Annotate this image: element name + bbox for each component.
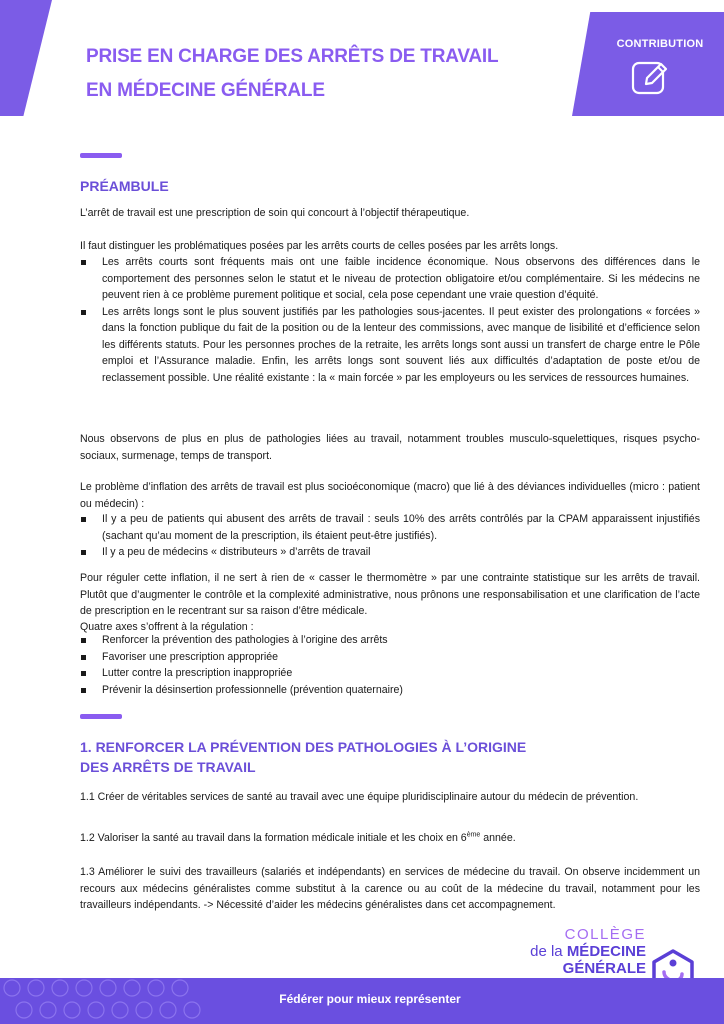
footer-tagline: Fédérer pour mieux représenter: [279, 992, 461, 1006]
section-1-p2-sup: ème: [466, 831, 481, 839]
section-1-p2-text: 1.2 Valoriser la santé au travail dans la formation médicale initiale et les choix en 6: [80, 832, 467, 844]
list-item: Il y a peu de médecins « distributeurs » d’arrêts de travail: [80, 544, 700, 561]
preambule-heading: PRÉAMBULE: [80, 178, 169, 194]
section-1-heading-line-1: 1. RENFORCER LA PRÉVENTION DES PATHOLOGIES À L’ORIGINE: [80, 739, 527, 755]
bullet-list-2: [80, 511, 700, 561]
section-1-p3: 1.3 Améliorer le suivi des travailleurs (salariés et indépendants) en services de médecine du travail. On observe incidemment un recours aux médecins généralistes comme substitut à la carence ou au coût de la médecine du travail, notamment pour les travailleurs indépendants. -> Nécessité d’aider les médecins généralistes dans cet accompagnement.: [80, 866, 700, 911]
bullet-list-3: [80, 632, 700, 698]
preambule-p2: Il faut distinguer les problématiques posées par les arrêts courts de celles posées par les arrêts longs.: [80, 240, 559, 252]
preambule-p5: Pour réguler cette inflation, il ne sert à rien de « casser le thermomètre » par une contrainte statistique sur les arrêts de travail. Plutôt que d’augmenter le contrôle et la complexité administrative, nous prônons une responsabilisation et une clarification de l’acte de prescription en le recentrant sur sa raison d’être médicale.: [80, 572, 700, 617]
college-logo-text: [524, 926, 646, 977]
section-separator: [80, 714, 122, 719]
logo-line-2a: de la: [530, 943, 567, 960]
preambule-p4: Le problème d’inflation des arrêts de travail est plus socioéconomique (macro) que lié à des déviances individuelles (micro : patient ou médecin) :: [80, 481, 700, 510]
logo-line-1: COLLÈGE: [564, 926, 646, 943]
section-1-p1: 1.1 Créer de véritables services de santé au travail avec une équipe pluridisciplinaire autour du médecin de prévention.: [80, 791, 639, 803]
page-title: [86, 40, 498, 108]
section-separator: [80, 153, 122, 158]
contribution-tag: CONTRIBUTION: [616, 38, 704, 50]
list-item: Il y a peu de patients qui abusent des arrêts de travail : seuls 10% des arrêts contrôlés par la CPAM apparaissent injustifiés (sachant qu’au moment de la prescription, ils étaient peut-être justifiés).: [80, 511, 700, 544]
list-item: Renforcer la prévention des pathologies à l’origine des arrêts: [80, 632, 700, 649]
header-left-band: [0, 0, 52, 116]
list-item: Lutter contre la prescription inappropriée: [80, 665, 700, 682]
logo-line-2b: MÉDECINE: [566, 943, 646, 960]
preambule-p6: Quatre axes s’offrent à la régulation :: [80, 621, 254, 633]
list-item: Les arrêts longs sont le plus souvent justifiés par les pathologies sous-jacentes. Il peut exister des prolongations « forcées » dans la fonction publique du fait de la position ou de la lenteur des commissions, avec manque de lisibilité et d’efficience selon les différents statuts. Pour les personnes proches de la retraite, les arrêts longs sont aussi un transfert de charge entre le Pôle emploi et l’Assurance maladie. Enfin, les arrêts longs sont souvent liés aux difficultés d’adaptation de poste et/ou de reclassement possible. Une réalité existante : la « main forcée » par les employeurs ou les services de ressources humaines.: [80, 304, 700, 387]
logo-line-2: [524, 943, 646, 960]
section-1-p2-end: année.: [480, 832, 516, 844]
title-line-1: PRISE EN CHARGE DES ARRÊTS DE TRAVAIL: [86, 46, 499, 67]
edit-icon: [630, 58, 670, 98]
preambule-p1: L’arrêt de travail est une prescription de soin qui concourt à l’objectif thérapeutique.: [80, 207, 470, 219]
preambule-p3: Nous observons de plus en plus de pathologies liées au travail, notamment troubles musculo-squelettiques, risques psycho-sociaux, surmenage, temps de transport.: [80, 433, 700, 462]
section-1-heading-line-2: DES ARRÊTS DE TRAVAIL: [80, 759, 256, 775]
footer-pattern: [0, 978, 230, 1024]
section-1-p2: [80, 830, 700, 847]
section-1-heading: [80, 737, 526, 777]
list-item: Favoriser une prescription appropriée: [80, 649, 700, 666]
title-line-2: EN MÉDECINE GÉNÉRALE: [86, 80, 325, 101]
logo-line-3: GÉNÉRALE: [562, 960, 646, 977]
footer: [0, 978, 724, 1024]
list-item: Les arrêts courts sont fréquents mais ont une faible incidence économique. Nous observons des différences dans le comportement des personnes selon le statut et le niveau de protection obligatoire et/ou complémentaire. Si les médecins ne peuvent rien à ce problème purement politique et social, cela pose cependant une vraie question d’équité.: [80, 254, 700, 304]
list-item: Prévenir la désinsertion professionnelle (prévention quaternaire): [80, 682, 700, 699]
bullet-list-1: [80, 254, 700, 386]
